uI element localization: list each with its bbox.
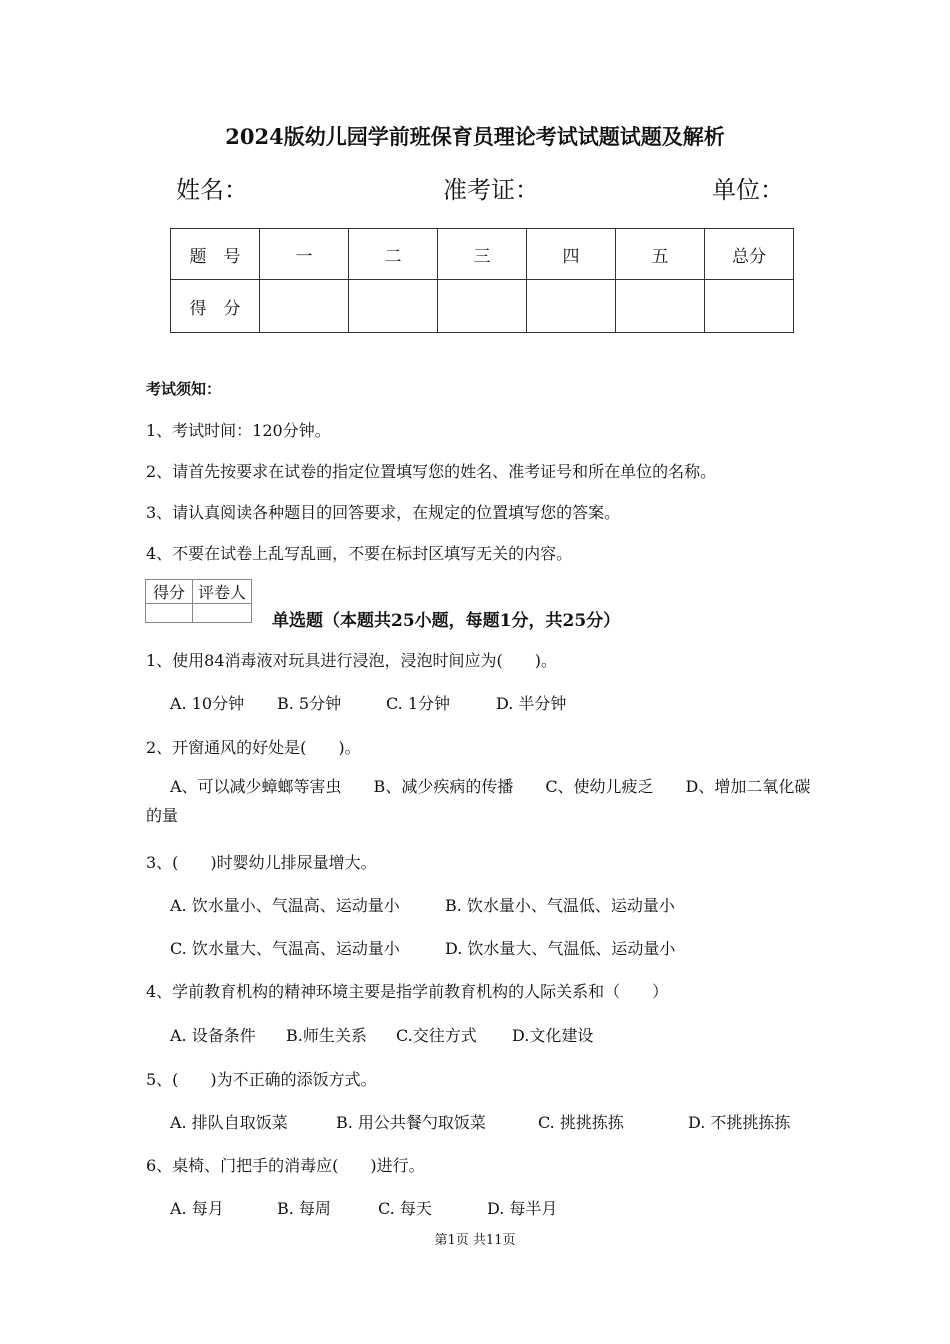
score-table-header-row xyxy=(171,229,794,280)
score-table-cell: 一 xyxy=(260,229,349,280)
score-table-cell: 题 号 xyxy=(171,229,260,280)
question-4-option-c: C.交往方式 xyxy=(396,1026,477,1045)
grader-score-label: 得分 xyxy=(146,580,193,604)
score-table-score-row xyxy=(171,280,794,333)
notice-item: 4、不要在试卷上乱写乱画，不要在标封区填写无关的内容。 xyxy=(146,544,573,563)
grader-entry-row xyxy=(146,604,252,623)
question-4: 4、学前教育机构的精神环境主要是指学前教育机构的人际关系和（ ） xyxy=(146,982,669,1001)
question-5-option-c: C. 挑挑拣拣 xyxy=(538,1113,624,1132)
page-footer: 第1页 共11页 xyxy=(434,1233,516,1248)
question-6-option-b: B. 每周 xyxy=(277,1199,331,1218)
question-4-option-a: A. 设备条件 xyxy=(170,1026,256,1045)
section-title: 单选题（本题共25小题，每题1分，共25分） xyxy=(272,611,621,631)
grader-reviewer-label: 评卷人 xyxy=(193,580,252,604)
question-3-option-a: A. 饮水量小、气温高、运动量小 xyxy=(170,896,400,915)
notice-item: 3、请认真阅读各种题目的回答要求，在规定的位置填写您的答案。 xyxy=(146,503,621,522)
name-field-label: 姓名： xyxy=(176,176,248,204)
notice-heading: 考试须知： xyxy=(146,380,222,398)
question-6-option-c: C. 每天 xyxy=(378,1199,432,1218)
unit-field-label: 单位： xyxy=(712,176,784,204)
exam-id-field-label: 准考证： xyxy=(443,176,539,204)
question-6-option-d: D. 每半月 xyxy=(487,1199,558,1218)
question-3-option-c: C. 饮水量大、气温高、运动量小 xyxy=(170,939,400,958)
question-3-option-b: B. 饮水量小、气温低、运动量小 xyxy=(445,896,675,915)
score-entry-cell[interactable] xyxy=(527,280,616,333)
grader-reviewer-entry[interactable] xyxy=(193,604,252,623)
question-2-options: A、可以减少蟑螂等害虫 B、减少疾病的传播 C、使幼儿疲乏 D、增加二氧化碳的量 xyxy=(146,777,811,825)
question-1-option-c: C. 1分钟 xyxy=(386,694,451,713)
score-entry-cell[interactable] xyxy=(260,280,349,333)
question-1-option-b: B. 5分钟 xyxy=(277,694,342,713)
grader-header-row xyxy=(146,580,252,604)
score-table-cell: 四 xyxy=(527,229,616,280)
score-table xyxy=(170,228,794,333)
question-6-option-a: A. 每月 xyxy=(170,1199,224,1218)
score-table-cell: 总分 xyxy=(705,229,794,280)
question-3-option-d: D. 饮水量大、气温低、运动量小 xyxy=(445,939,676,958)
score-entry-cell[interactable] xyxy=(438,280,527,333)
question-1-option-a: A. 10分钟 xyxy=(170,694,245,713)
score-table-cell: 五 xyxy=(616,229,705,280)
question-5: 5、( )为不正确的添饭方式。 xyxy=(146,1070,377,1089)
score-entry-cell[interactable] xyxy=(705,280,794,333)
question-1-option-d: D. 半分钟 xyxy=(496,694,567,713)
question-6: 6、桌椅、门把手的消毒应( )进行。 xyxy=(146,1156,425,1175)
question-4-option-b: B.师生关系 xyxy=(286,1026,367,1045)
score-entry-cell[interactable] xyxy=(349,280,438,333)
grader-box xyxy=(145,579,252,623)
notice-item: 2、请首先按要求在试卷的指定位置填写您的姓名、准考证号和所在单位的名称。 xyxy=(146,462,717,481)
page-title: 2024版幼儿园学前班保育员理论考试试题试题及解析 xyxy=(225,124,725,149)
score-table-cell: 三 xyxy=(438,229,527,280)
notice-item: 1、考试时间：120分钟。 xyxy=(146,421,331,440)
question-5-option-b: B. 用公共餐勺取饭菜 xyxy=(336,1113,486,1132)
question-4-option-d: D.文化建设 xyxy=(512,1026,594,1045)
score-entry-cell[interactable] xyxy=(616,280,705,333)
score-table-row-label: 得 分 xyxy=(171,280,260,333)
grader-score-entry[interactable] xyxy=(146,604,193,623)
question-1: 1、使用84消毒液对玩具进行浸泡，浸泡时间应为( )。 xyxy=(146,651,558,670)
question-3: 3、( )时婴幼儿排尿量增大。 xyxy=(146,853,377,872)
score-table-cell: 二 xyxy=(349,229,438,280)
question-5-option-d: D. 不挑挑拣拣 xyxy=(688,1113,791,1132)
question-2: 2、开窗通风的好处是( )。 xyxy=(146,738,361,757)
question-5-option-a: A. 排队自取饭菜 xyxy=(170,1113,288,1132)
